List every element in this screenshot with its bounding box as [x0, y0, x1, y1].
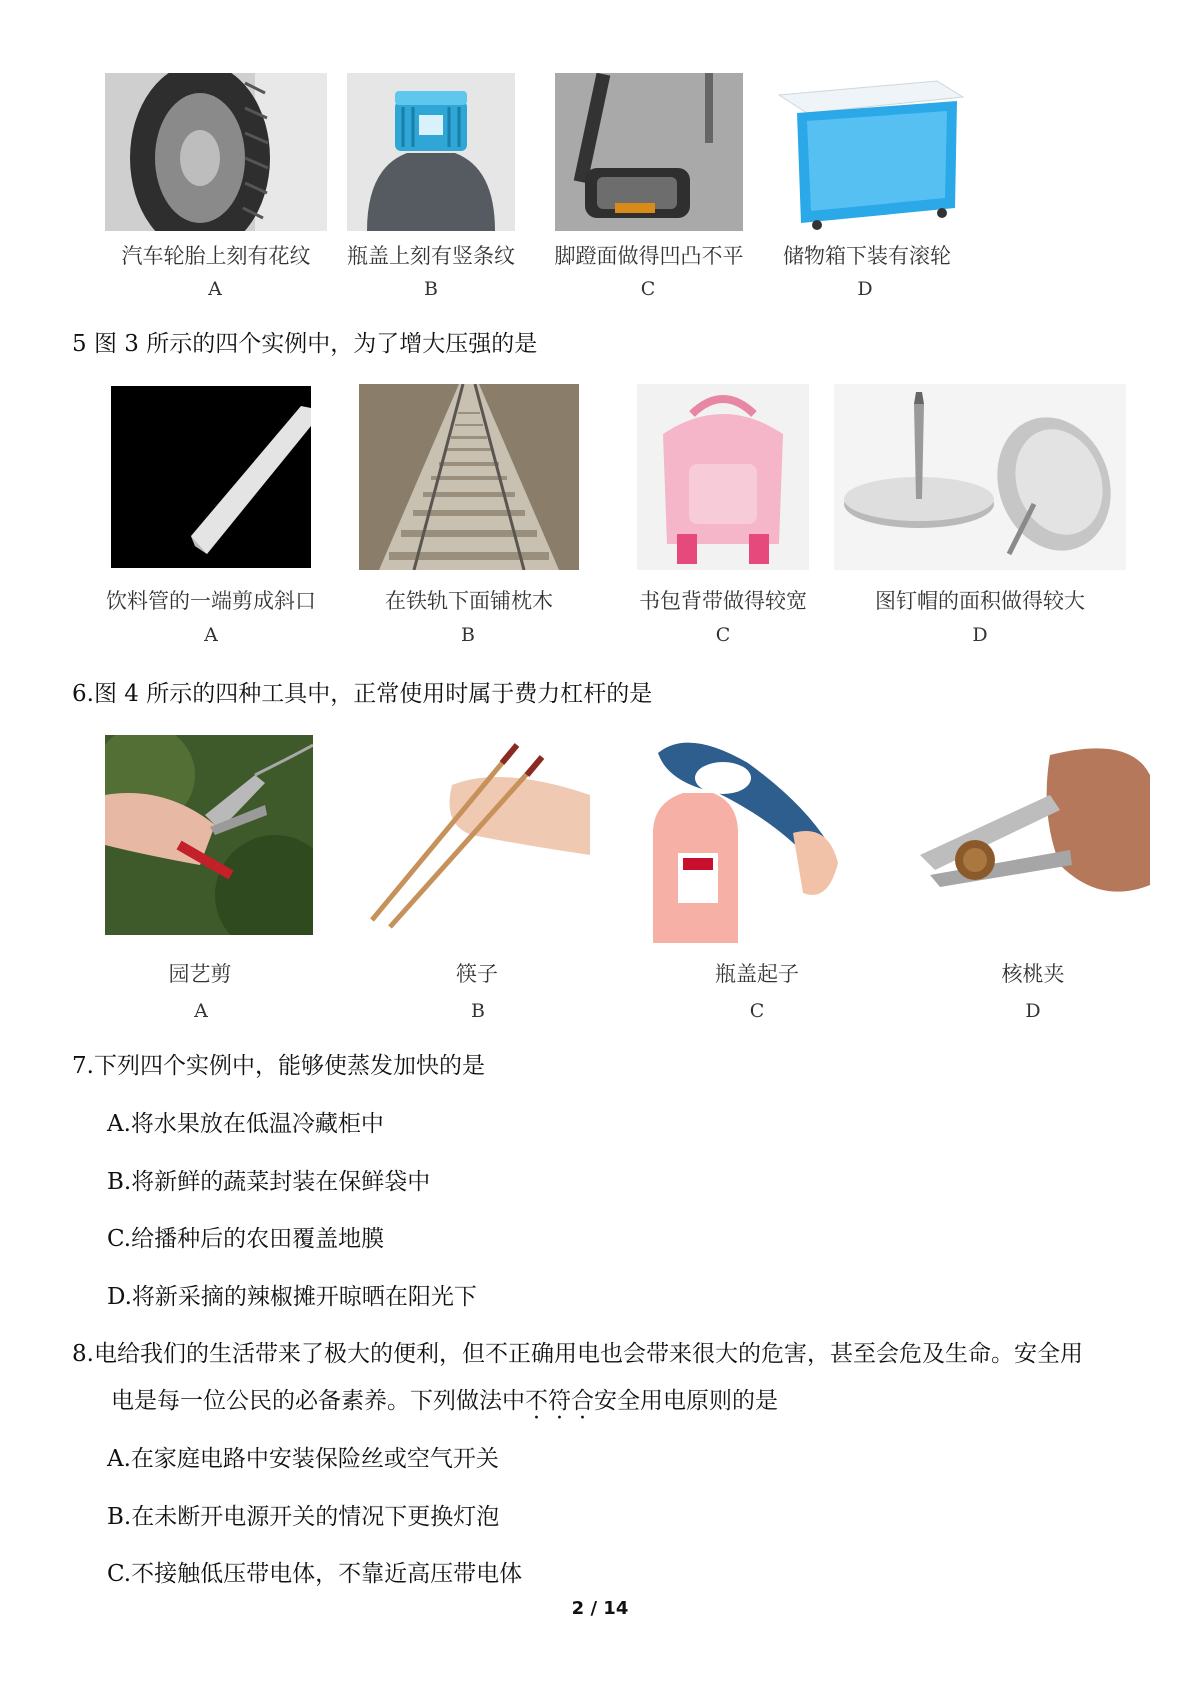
thumbtack-photo [834, 384, 1126, 570]
question-6-text: 6.图 4 所示的四种工具中，正常使用时属于费力杠杆的是 [72, 681, 653, 707]
q5-option-a-letter: A [204, 624, 218, 646]
backpack-photo [637, 384, 809, 570]
q4-option-a-letter: A [208, 278, 222, 300]
railway-photo [359, 384, 579, 570]
q4-option-d-caption: 储物箱下装有滚轮 [783, 244, 951, 268]
q6-option-a-caption: 园艺剪 [168, 962, 232, 986]
q4-option-b-letter: B [424, 278, 438, 300]
question-8-line-2-pre: 电是每一位公民的必备素养。下列做法中 [111, 1388, 525, 1414]
q5-option-c-caption: 书包背带做得较宽 [639, 589, 807, 613]
q4-option-d-letter: D [857, 278, 873, 300]
question-7-text: 7.下列四个实例中，能够使蒸发加快的是 [72, 1053, 485, 1079]
q6-option-d-caption: 核桃夹 [1001, 962, 1065, 986]
q6-option-a-letter: A [194, 1000, 208, 1022]
car-tire-photo [105, 73, 327, 231]
emphasis-char-2: 符 [548, 1388, 571, 1414]
q7-option-a: A.将水果放在低温冷藏柜中 [107, 1111, 384, 1137]
bottle-opener-photo [628, 733, 846, 943]
page-number: 2 / 14 [571, 1598, 629, 1619]
emphasis-char-3: 合 [571, 1388, 594, 1414]
q6-option-b-caption: 筷子 [456, 962, 498, 986]
q7-option-c: C.给播种后的农田覆盖地膜 [107, 1226, 385, 1252]
q7-option-d: D.将新采摘的辣椒摊开晾晒在阳光下 [107, 1284, 477, 1310]
q7-option-b: B.将新鲜的蔬菜封装在保鲜袋中 [107, 1169, 431, 1195]
q5-option-a-caption: 饮料管的一端剪成斜口 [106, 589, 316, 613]
q5-option-d-caption: 图钉帽的面积做得较大 [875, 589, 1085, 613]
q4-option-b-caption: 瓶盖上刻有竖条纹 [347, 244, 515, 268]
q5-option-b-caption: 在铁轨下面铺枕木 [385, 589, 553, 613]
q8-option-a: A.在家庭电路中安装保险丝或空气开关 [107, 1446, 499, 1472]
q4-option-c-letter: C [640, 278, 656, 300]
question-5-text: 5 图 3 所示的四个实例中，为了增大压强的是 [72, 331, 538, 357]
question-8-line-2-post: 安全用电原则的是 [594, 1388, 778, 1414]
emphasis-char-1: 不 [525, 1388, 548, 1414]
q8-option-c: C.不接触低压带电体，不靠近高压带电体 [107, 1561, 523, 1587]
q6-option-d-letter: D [1025, 1000, 1041, 1022]
q5-option-c-letter: C [715, 624, 731, 646]
pruning-shears-photo [105, 735, 313, 935]
q4-option-c-caption: 脚蹬面做得凹凸不平 [554, 244, 744, 268]
q6-option-c-letter: C [749, 1000, 765, 1022]
q6-option-b-letter: B [471, 1000, 485, 1022]
q5-option-b-letter: B [461, 624, 475, 646]
question-8-line-1: 8.电给我们的生活带来了极大的便利，但不正确用电也会带来很大的危害，甚至会危及生命。安全用 [72, 1341, 1083, 1367]
bottle-cap-photo [347, 73, 515, 231]
straw-photo [111, 386, 311, 568]
question-8-line-2 [111, 1382, 778, 1415]
q8-option-b: B.在未断开电源开关的情况下更换灯泡 [107, 1504, 500, 1530]
chopsticks-photo [362, 735, 590, 935]
storage-box-photo [767, 73, 967, 231]
nutcracker-photo [900, 735, 1150, 935]
q4-option-a-caption: 汽车轮胎上刻有花纹 [121, 244, 311, 268]
q5-option-d-letter: D [972, 624, 988, 646]
q6-option-c-caption: 瓶盖起子 [715, 962, 799, 986]
bike-pedal-photo [555, 73, 743, 231]
